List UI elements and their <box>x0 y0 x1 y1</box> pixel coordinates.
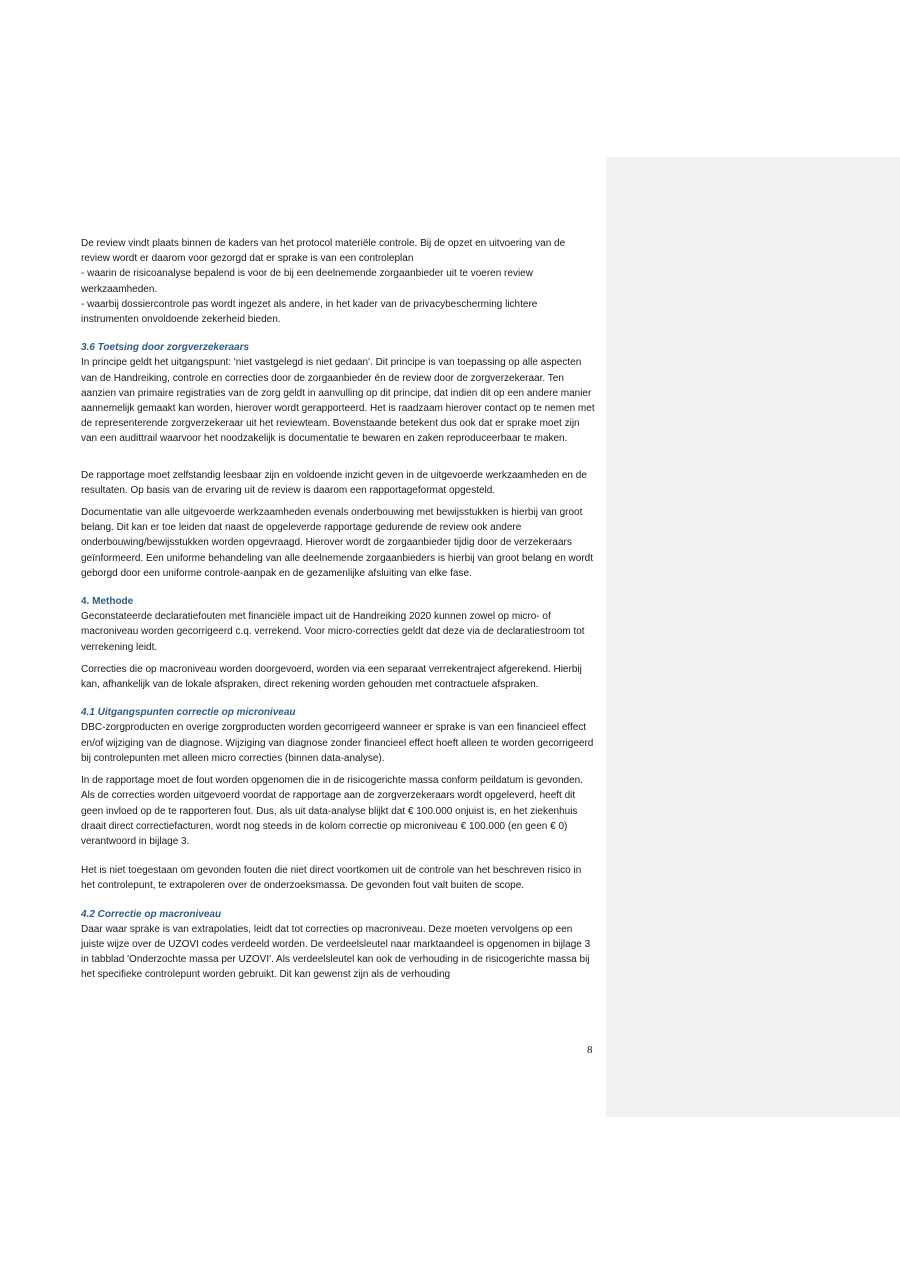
review-bullet-2: - waarbij dossiercontrole pas wordt ingezet als andere, in het kader van de privacybescherming lichtere instrumenten onvoldoende zekerheid bieden. <box>81 298 538 326</box>
micro-paragraph-3: Het is niet toegestaan om gevonden fouten die niet direct voortkomen uit de controle van het beschreven risico in het controlepunt, te extrapoleren over de onderzoeksmassa. De gevonden fout valt buiten de scope. <box>81 865 582 892</box>
methode-paragraph-1: Geconstateerde declaratiefouten met financiële impact uit de Handreiking 2020 kunnen zowel op micro- of macroniveau worden gecorrigeerd c.q. verrekend. Voor micro-correcties geldt dat deze via de declaratiestroom tot verrekening leidt. <box>81 611 585 653</box>
toetsing-paragraph-3: Documentatie van alle uitgevoerde werkzaamheden evenals onderbouwing met bewijsstukken is hierbij van groot belang. Dit kan er toe leiden dat naast de opgeleverde rapportage gedurende de review ook andere onderbouwing/bewijsstukken worden opgevraagd. Hierover wordt de zorgaanbieder tijdig door de verzekeraars geïnformeerd. Een uniforme behandeling van alle deelnemende zorgaanbieders is hierbij van groot belang en wordt geborgd door een uniforme controle-aanpak en de gezamenlijke afsluiting van elke fase. <box>81 507 594 579</box>
page-number: 8 <box>587 1044 593 1056</box>
section-heading-macro: 4.2 Correctie op macroniveau <box>81 908 222 920</box>
section-heading-methode: 4. Methode <box>81 596 134 608</box>
micro-paragraph-1: DBC-zorgproducten en overige zorgproducten worden gecorrigeerd wanneer er sprake is van een financieel effect en/of wijziging van de diagnose. Wijziging van diagnose zonder financieel effect hoeft alleen te worden gecorrigeerd bij controlepunten met alleen micro correcties (binnen data-analyse). <box>81 722 594 764</box>
review-bullet-1: - waarin de risicoanalyse bepalend is voor de bij een deelnemende zorgaanbieder uit te voeren review werkzaamheden. <box>81 268 533 295</box>
toetsing-paragraph-1: In principe geldt het uitgangspunt: 'niet vastgelegd is niet gedaan'. Dit principe is van toepassing op alle aspecten van de Handreiking, controle en correcties door de zorgaanbieder én de review door de zorgverzekeraar. Ten aanzien van primaire registraties van de zorg geldt in aanvulling op dit principe, dat indien dit op een andere manier aannemelijk gemaakt kan worden, hierover wordt gerapporteerd. Het is raadzaam hierover contact op te nemen met de representerende zorgverzekeraar uit het reviewteam. Bovenstaande betekent dus ook dat er sprake moet zijn van een audittrail waarvoor het noodzakelijk is documentatie te bewaren en zaken reproduceerbaar te maken. <box>81 357 595 445</box>
section-heading-toetsing: 3.6 Toetsing door zorgverzekeraars <box>81 342 250 354</box>
comment-margin-pane <box>606 157 900 1117</box>
review-intro-paragraph: De review vindt plaats binnen de kaders van het protocol materiële controle. Bij de opzet en uitvoering van de review wordt er daarom voor gezorgd dat er sprake is van een controleplan <box>81 238 566 265</box>
methode-paragraph-2: Correcties die op macroniveau worden doorgevoerd, worden via een separaat verrekentraject afgerekend. Hierbij kan, afhankelijk van de lokale afspraken, direct rekening worden gehouden met contractuele afspraken. <box>81 663 582 691</box>
section-heading-micro: 4.1 Uitgangspunten correctie op microniveau <box>81 707 296 719</box>
macro-paragraph-1: Daar waar sprake is van extrapolaties, leidt dat tot correcties op macroniveau. Deze moeten vervolgens op een juiste wijze over de UZOVI codes verdeeld worden. De verdeelsleutel naar marktaandeel is opgenomen in bijlage 3 in tabblad 'Onderzochte massa per UZOVI'. Als verdeelsleutel kan ook de verhouding in de risicogerichte massa bij het specifieke controlepunt worden gebruikt. Dit kan gewenst zijn als de verhouding <box>81 923 591 981</box>
micro-paragraph-2: In de rapportage moet de fout worden opgenomen die in de risicogerichte massa conform peildatum is gevonden. Als de correcties worden uitgevoerd voordat de rapportage aan de zorgverzekeraars wordt opgeleverd, heeft dit geen invloed op de te rapporteren fout. Dus, als uit data-analyse blijkt dat € 100.000 onjuist is, en het ziekenhuis draait direct correctiefacturen, wordt nog steeds in de kolom correctie op microniveau € 100.000 (en geen € 0) verantwoord in bijlage 3. <box>81 775 583 847</box>
page-body <box>81 236 596 983</box>
toetsing-paragraph-2: De rapportage moet zelfstandig leesbaar zijn en voldoende inzicht geven in de uitgevoerde werkzaamheden en de resultaten. Op basis van de ervaring uit de review is daarom een rapportageformat opgesteld. <box>81 469 587 496</box>
